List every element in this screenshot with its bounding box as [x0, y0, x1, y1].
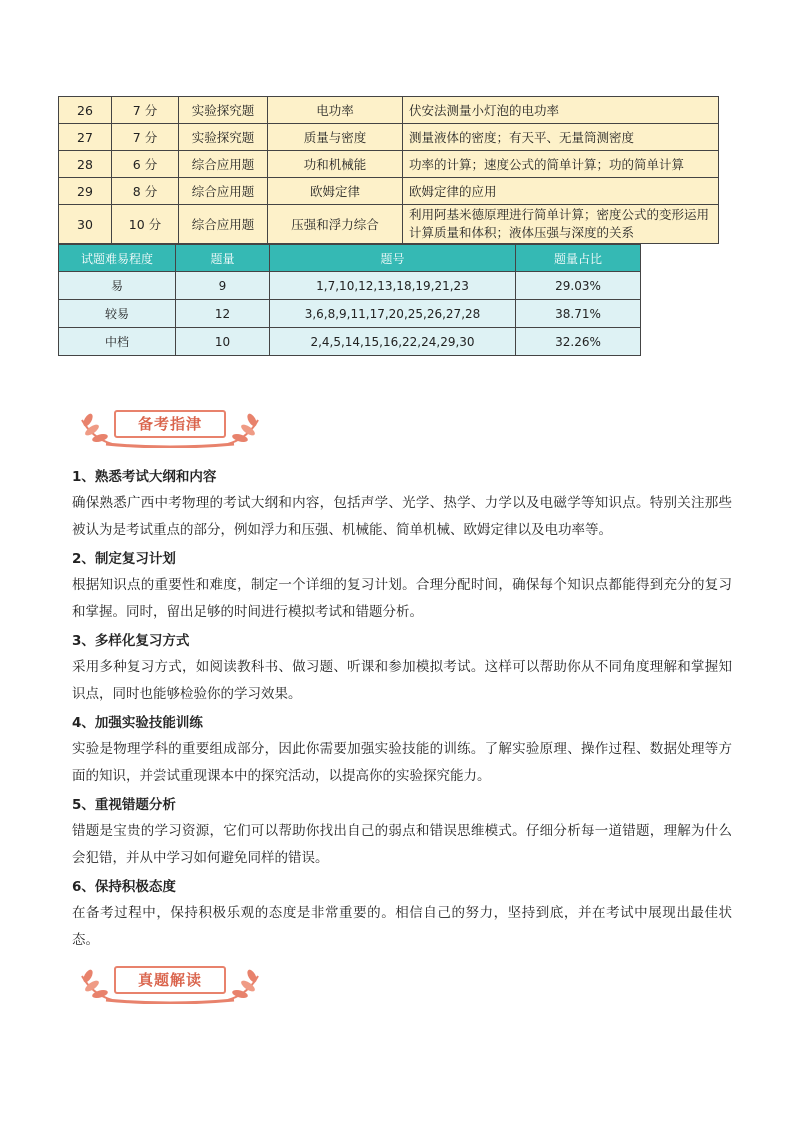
question-ratio: 32.26% — [516, 328, 641, 356]
section-text: 在备考过程中，保持积极乐观的态度是非常重要的。相信自己的努力，坚持到底，并在考试中展现出最佳状态。 — [72, 905, 732, 948]
question-topic: 欧姆定律 — [268, 178, 403, 205]
question-type: 综合应用题 — [179, 205, 268, 244]
question-count: 9 — [176, 272, 270, 300]
section-heading: 6、保持积极态度 — [72, 879, 176, 895]
section-text: 根据知识点的重要性和难度，制定一个详细的复习计划。合理分配时间，确保每个知识点都能得到充分的复习和掌握。同时，留出足够的时间进行模拟考试和错题分析。 — [72, 577, 732, 620]
section-heading: 5、重视错题分析 — [72, 797, 176, 813]
question-desc: 欧姆定律的应用 — [403, 178, 719, 205]
section-heading: 2、制定复习计划 — [72, 551, 176, 567]
question-desc: 功率的计算；速度公式的简单计算；功的简单计算 — [403, 151, 719, 178]
section-heading: 1、熟悉考试大纲和内容 — [72, 469, 217, 485]
question-points: 8 分 — [112, 178, 179, 205]
question-number: 26 — [59, 97, 112, 124]
column-header: 试题难易程度 — [59, 245, 176, 272]
column-header: 题号 — [270, 245, 516, 272]
table-row — [59, 272, 641, 300]
column-header: 题量 — [176, 245, 270, 272]
question-type: 综合应用题 — [179, 178, 268, 205]
table-row — [59, 151, 719, 178]
question-desc: 利用阿基米德原理进行简单计算；密度公式的变形运用计算质量和体积；液体压强与深度的关系 — [403, 205, 719, 244]
question-numbers: 1,7,10,12,13,18,19,21,23 — [270, 272, 516, 300]
question-type: 实验探究题 — [179, 124, 268, 151]
table-row — [59, 97, 719, 124]
column-header: 题量占比 — [516, 245, 641, 272]
prep-guide — [72, 464, 732, 956]
section-text: 确保熟悉广西中考物理的考试大纲和内容，包括声学、光学、热学、力学以及电磁学等知识点。特别关注那些被认为是考试重点的部分，例如浮力和压强、机械能、简单机械、欧姆定律以及电功率等。 — [72, 495, 732, 538]
question-number: 29 — [59, 178, 112, 205]
table-row — [59, 205, 719, 244]
question-topic: 质量与密度 — [268, 124, 403, 151]
section-heading: 4、加强实验技能训练 — [72, 715, 203, 731]
question-count: 12 — [176, 300, 270, 328]
table-row — [59, 178, 719, 205]
table-row — [59, 300, 641, 328]
question-numbers: 2,4,5,14,15,16,22,24,29,30 — [270, 328, 516, 356]
difficulty-level: 易 — [59, 272, 176, 300]
question-type: 实验探究题 — [179, 97, 268, 124]
difficulty-level: 较易 — [59, 300, 176, 328]
section-heading: 3、多样化复习方式 — [72, 633, 190, 649]
table-header-row — [59, 245, 641, 272]
question-count: 10 — [176, 328, 270, 356]
question-points: 6 分 — [112, 151, 179, 178]
question-topic: 压强和浮力综合 — [268, 205, 403, 244]
table-row — [59, 124, 719, 151]
question-desc: 测量液体的密度；有天平、无量筒测密度 — [403, 124, 719, 151]
question-numbers: 3,6,8,9,11,17,20,25,26,27,28 — [270, 300, 516, 328]
difficulty-table — [58, 244, 641, 356]
question-topic: 电功率 — [268, 97, 403, 124]
section-banner-real — [78, 960, 262, 1004]
question-number: 27 — [59, 124, 112, 151]
question-points: 7 分 — [112, 97, 179, 124]
section-text: 实验是物理学科的重要组成部分，因此你需要加强实验技能的训练。了解实验原理、操作过程、数据处理等方面的知识，并尝试重现课本中的探究活动，以提高你的实验探究能力。 — [72, 741, 732, 784]
question-points: 10 分 — [112, 205, 179, 244]
question-table — [58, 96, 719, 244]
difficulty-level: 中档 — [59, 328, 176, 356]
question-number: 30 — [59, 205, 112, 244]
section-banner-prep — [78, 404, 262, 448]
question-desc: 伏安法测量小灯泡的电功率 — [403, 97, 719, 124]
section-text: 采用多种复习方式，如阅读教科书、做习题、听课和参加模拟考试。这样可以帮助你从不同角度理解和掌握知识点，同时也能够检验你的学习效果。 — [72, 659, 732, 702]
section-text: 错题是宝贵的学习资源，它们可以帮助你找出自己的弱点和错误思维模式。仔细分析每一道错题，理解为什么会犯错，并从中学习如何避免同样的错误。 — [72, 823, 732, 866]
table-row — [59, 328, 641, 356]
question-ratio: 29.03% — [516, 272, 641, 300]
question-ratio: 38.71% — [516, 300, 641, 328]
banner-title: 备考指津 — [114, 410, 226, 438]
question-number: 28 — [59, 151, 112, 178]
banner-title: 真题解读 — [114, 966, 226, 994]
question-type: 综合应用题 — [179, 151, 268, 178]
question-points: 7 分 — [112, 124, 179, 151]
question-topic: 功和机械能 — [268, 151, 403, 178]
